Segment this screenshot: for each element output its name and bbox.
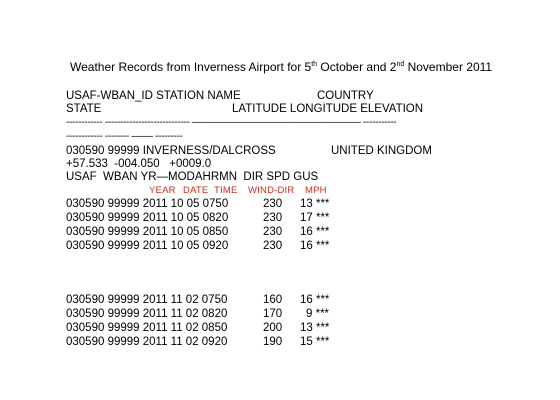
station-line-left: 030590 99999 INVERNESS/DALCROSS — [66, 145, 276, 157]
title-text-1: Weather Records from Inverness Airport for 5 — [70, 60, 312, 74]
header-dash-line-1: ------------ ---------------------------- –––––––––––––––––––––––––––––––– ----------- — [66, 117, 397, 128]
record-dir: 190 — [263, 336, 283, 348]
record-dir: 160 — [263, 294, 283, 306]
record-dir: 170 — [263, 308, 283, 320]
record-id: 030590 99999 2011 11 02 0750 — [66, 294, 228, 306]
header-line-1-left: USAF-WBAN_ID STATION NAME — [66, 90, 241, 102]
record-id: 030590 99999 2011 10 05 0750 — [66, 198, 229, 210]
record-spd: 15 *** — [300, 336, 330, 348]
record-spd: 16 *** — [300, 294, 330, 306]
record-spd: 16 *** — [300, 240, 330, 252]
record-spd: 13 *** — [300, 322, 330, 334]
unit-wind-dir: WIND-DIR — [248, 185, 295, 196]
record-spd: 9 *** — [306, 308, 330, 320]
station-coords: +57.533 -004.050 +0009.0 — [66, 158, 212, 170]
station-line-right: UNITED KINGDOM — [331, 145, 432, 157]
unit-mph: MPH — [305, 185, 327, 196]
unit-date: DATE — [183, 185, 209, 196]
header-line-1-right: COUNTRY — [317, 90, 374, 102]
record-dir: 230 — [263, 226, 283, 238]
header-line-2-left: STATE — [66, 103, 102, 115]
record-dir: 230 — [263, 212, 283, 224]
record-id: 030590 99999 2011 10 05 0850 — [66, 226, 229, 238]
record-dir: 200 — [263, 322, 283, 334]
unit-year: YEAR — [149, 185, 176, 196]
unit-time: TIME — [214, 185, 238, 196]
title-text-2: October and 2 — [317, 60, 397, 74]
record-spd: 17 *** — [300, 212, 330, 224]
column-headers: USAF WBAN YR—MODAHRMN DIR SPD GUS — [66, 171, 319, 183]
title-superscript-1: th — [311, 61, 318, 68]
record-id: 030590 99999 2011 10 05 0820 — [66, 212, 229, 224]
record-id: 030590 99999 2011 11 02 0850 — [66, 322, 228, 334]
header-dash-line-2: ------------ -------- –––– --------- — [66, 131, 183, 142]
record-id: 030590 99999 2011 11 02 0820 — [66, 308, 228, 320]
title-text-3: November 2011 — [404, 60, 493, 74]
document-title — [70, 60, 492, 74]
record-dir: 230 — [263, 240, 283, 252]
title-superscript-2: nd — [396, 61, 405, 68]
record-spd: 16 *** — [300, 226, 330, 238]
record-id: 030590 99999 2011 10 05 0920 — [66, 240, 229, 252]
record-id: 030590 99999 2011 11 02 0920 — [66, 336, 228, 348]
record-spd: 13 *** — [300, 198, 330, 210]
record-dir: 230 — [263, 198, 283, 210]
header-line-2-right: LATITUDE LONGITUDE ELEVATION — [232, 103, 424, 115]
